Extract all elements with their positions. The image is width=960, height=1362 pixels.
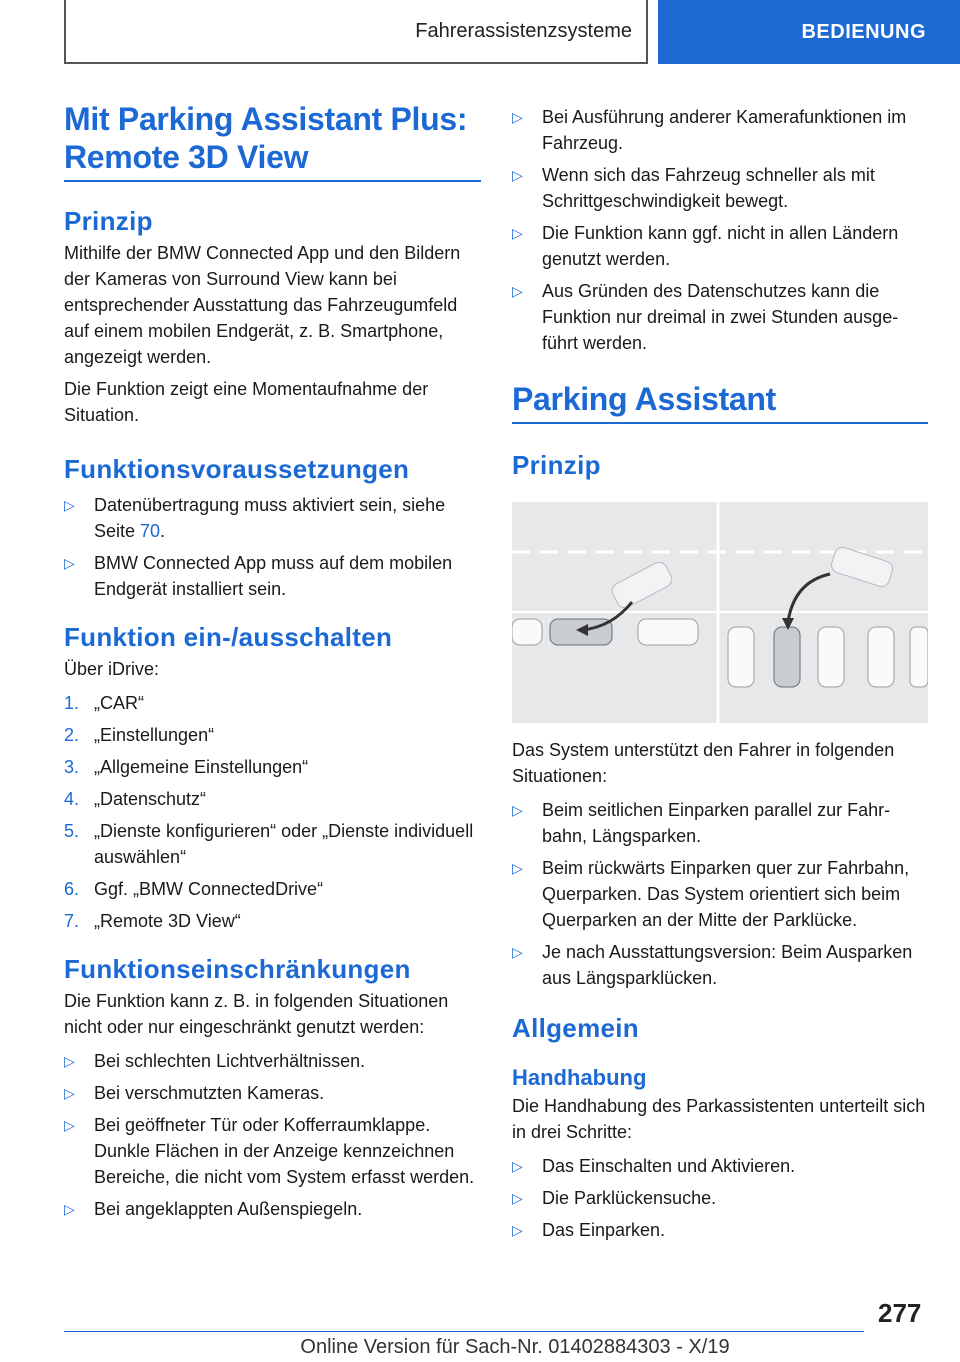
bullet-triangle-icon: ▷	[512, 944, 523, 960]
step-text: „Remote 3D View“	[94, 911, 241, 931]
handling-intro: Die Handhabung des Parkassistenten unterteilt sich in drei Schritte:	[512, 1096, 926, 1142]
bullet-triangle-icon: ▷	[512, 167, 523, 183]
principle-heading: Prinzip	[512, 450, 601, 480]
list-item-text: Die Funktion kann ggf. nicht in allen Ländern genutzt werden.	[542, 223, 899, 269]
general-heading: Allgemein	[512, 1013, 639, 1043]
list-item-text: Die Parklückensuche.	[542, 1188, 717, 1208]
bullet-triangle-icon: ▷	[64, 1117, 75, 1133]
step-item	[64, 876, 481, 902]
list-item	[512, 162, 928, 214]
step-number: 6.	[64, 879, 80, 899]
limits-heading: Funktionseinschränkungen	[64, 954, 411, 984]
idrive-steps-list	[64, 690, 481, 934]
step-text: „Einstellungen“	[94, 725, 215, 745]
step-item	[64, 754, 481, 780]
list-item	[64, 1112, 481, 1190]
list-item-text: Beim rückwärts Einparken quer zur Fahrbahn, Querparken. Das System orientiert sich beim Querparken an der Mitte der Parklücke.	[542, 858, 910, 930]
header-section	[64, 0, 648, 64]
step-text: „Datenschutz“	[94, 789, 207, 809]
header-section-title: Fahrerassistenzsysteme	[415, 19, 632, 42]
right-column	[512, 100, 928, 1249]
system-intro: Das System unterstützt den Fahrer in folgenden Situationen:	[512, 740, 895, 786]
bullet-triangle-icon: ▷	[64, 1053, 75, 1069]
step-text: „Allgemeine Einstellungen“	[94, 757, 309, 777]
list-item-text: Wenn sich das Fahrzeug schneller als mit Schrittgeschwindigkeit bewegt.	[542, 165, 875, 211]
step-item	[64, 786, 481, 812]
bullet-triangle-icon: ▷	[512, 283, 523, 299]
bullet-triangle-icon: ▷	[512, 1158, 523, 1174]
requirements-heading: Funktionsvoraussetzungen	[64, 454, 410, 484]
list-item-text: Beim seitlichen Einparken parallel zur Fahrbahn, Längsparken.	[542, 800, 891, 846]
limits-intro: Die Funktion kann z. B. in folgenden Situationen nicht oder nur eingeschränkt genutzt werden:	[64, 991, 449, 1037]
list-item-text: Bei geöffneter Tür oder Kofferraumklappe. Dunkle Flächen in der Anzeige kennzeichnen Bereiche, die nicht vom System erfasst werden.	[94, 1115, 475, 1187]
parking-assistant-title: Parking Assistant	[512, 380, 928, 424]
list-item	[512, 1217, 928, 1243]
list-item	[512, 278, 928, 356]
list-item: ▷ Datenübertragung muss aktiviert sein, siehe Seite 70.	[64, 492, 481, 544]
bullet-triangle-icon: ▷	[512, 802, 523, 818]
list-item-text: Bei Ausführung anderer Kamerafunktionen im Fahrzeug.	[542, 107, 907, 153]
bullet-triangle-icon: ▷	[512, 1190, 523, 1206]
step-text: „Dienste konfigurieren“ oder „Dienste individuell auswählen“	[94, 821, 474, 867]
step-item	[64, 690, 481, 716]
page-number: 277	[878, 1298, 922, 1328]
limits-list-continued	[512, 104, 928, 356]
list-item-text: Bei schlechten Lichtverhältnissen.	[94, 1051, 366, 1071]
step-number: 5.	[64, 821, 80, 841]
left-column	[64, 100, 481, 1228]
header-chapter-label: BEDIENUNG	[801, 20, 926, 43]
footer-divider	[64, 1331, 864, 1332]
handling-steps-list	[512, 1153, 928, 1243]
list-item	[512, 220, 928, 272]
step-number: 7.	[64, 911, 80, 931]
list-item	[512, 104, 928, 156]
page-link[interactable]: 70	[140, 521, 161, 541]
footer-version-text: Online Version für Sach-Nr. 01402884303 - X/19	[300, 1336, 730, 1358]
step-text: Ggf. „BMW ConnectedDrive“	[94, 879, 324, 899]
list-item-text: Bei angeklappten Außenspiegeln.	[94, 1199, 363, 1219]
list-item-text: Je nach Ausstattungsversion: Beim Ausparken aus Längsparklücken.	[542, 942, 913, 988]
step-item	[64, 908, 481, 934]
list-item-text: Das Einschalten und Aktivieren.	[542, 1156, 796, 1176]
principle-paragraph: Mithilfe der BMW Connected App und den Bildern der Kameras von Surround View kann bei entsprechender Ausstattung das Fahrzeugumfeld auf einem mobilen Endgerät, z. B. Smartphone, angezeigt werden.	[64, 243, 461, 367]
bullet-triangle-icon: ▷	[512, 860, 523, 876]
principle-paragraph: Die Funktion zeigt eine Momentaufnahme der Situation.	[64, 379, 429, 425]
step-number: 2.	[64, 725, 80, 745]
step-number: 4.	[64, 789, 80, 809]
remote-3d-view-title: Mit Parking Assistant Plus: Remote 3D View	[64, 100, 481, 182]
list-item: ▷ BMW Connected App muss auf dem mobilen Endgerät installiert sein.	[64, 550, 481, 602]
step-number: 3.	[64, 757, 80, 777]
situations-list	[512, 797, 928, 991]
onoff-heading: Funktion ein-/ausschalten	[64, 622, 393, 652]
list-item-text: Aus Gründen des Datenschutzes kann die Funktion nur dreimal in zwei Stunden ausgeführt werden.	[542, 281, 899, 353]
list-item	[512, 855, 928, 933]
requirements-list	[64, 492, 481, 602]
step-item	[64, 722, 481, 748]
list-item-text: Bei verschmutzten Kameras.	[94, 1083, 325, 1103]
header-chapter-tab[interactable]	[658, 0, 960, 64]
list-item	[512, 1153, 928, 1179]
bullet-triangle-icon: ▷	[512, 225, 523, 241]
list-item	[512, 1185, 928, 1211]
principle-heading: Prinzip	[64, 206, 153, 236]
list-item	[512, 797, 928, 849]
bullet-triangle-icon: ▷	[64, 1085, 75, 1101]
step-text: „CAR“	[94, 693, 144, 713]
bullet-triangle-icon: ▷	[64, 1201, 75, 1217]
list-item	[64, 1196, 481, 1222]
limits-list	[64, 1048, 481, 1222]
bullet-triangle-icon: ▷	[64, 555, 75, 571]
list-item	[64, 1080, 481, 1106]
step-number: 1.	[64, 693, 80, 713]
onoff-intro: Über iDrive:	[64, 659, 160, 679]
list-item-text: Das Einparken.	[542, 1220, 666, 1240]
list-item	[512, 939, 928, 991]
step-item	[64, 818, 481, 870]
list-item	[64, 1048, 481, 1074]
parking-illustration	[512, 502, 928, 723]
bullet-triangle-icon: ▷	[512, 1222, 523, 1238]
handling-heading: Handhabung	[512, 1065, 647, 1090]
bullet-triangle-icon: ▷	[512, 109, 523, 125]
bullet-triangle-icon: ▷	[64, 497, 75, 513]
